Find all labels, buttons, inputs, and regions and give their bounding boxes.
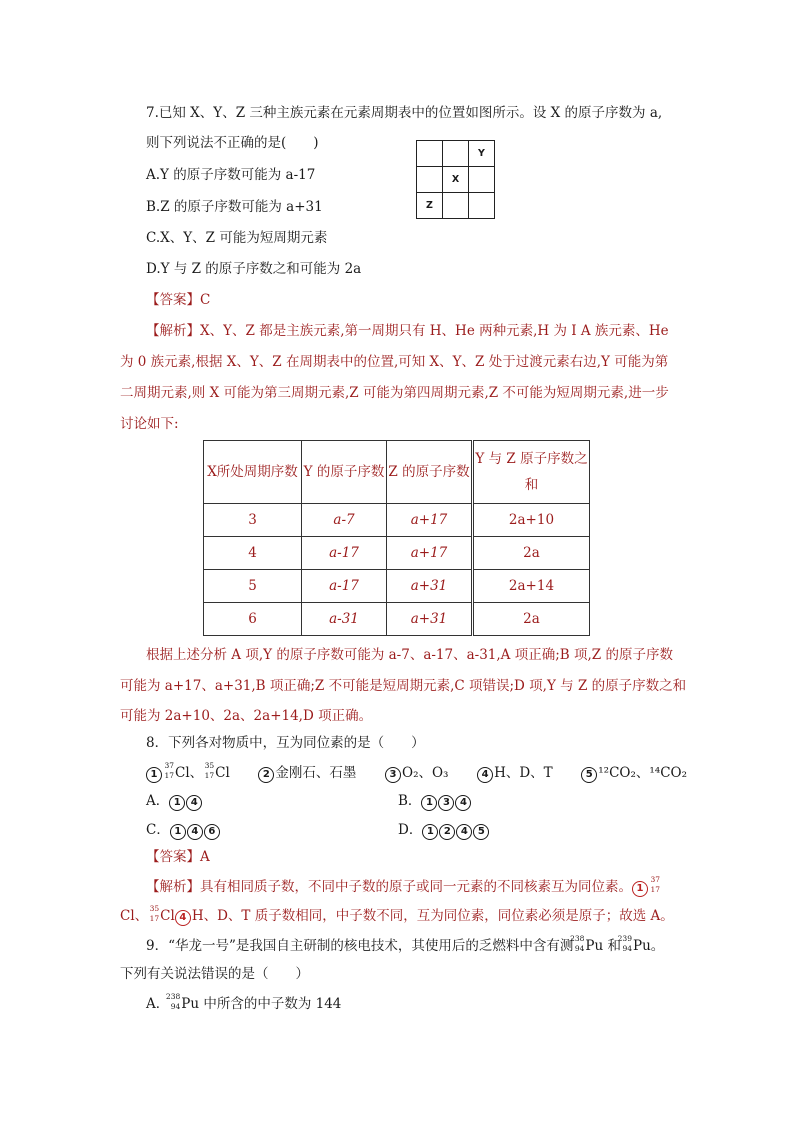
q7-conclusion-line2: 可能为 a+17、a+31,B 项正确;Z 不可能是短周期元素,C 项错误;D 项,Y 与 Z 的原子序数之和 (120, 678, 687, 694)
table-cell: 2a (473, 537, 590, 570)
table-header-period: X所处周期序数 (204, 441, 302, 504)
q8-explanation-line2: Cl、 35 17 Cl 4 H、D、T 质子数相同，中子数不同，互为同位素，同位素必须是原子；故选 A。 (120, 904, 674, 924)
q7-answer: 【答案】C (146, 292, 211, 308)
table-row (204, 504, 590, 537)
table-cell: a+17 (387, 504, 473, 537)
q7-conclusion-line1: 根据上述分析 A 项,Y 的原子序数可能为 a-7、a-17、a-31,A 项正确;B 项,Z 的原子序数 (146, 647, 673, 663)
q7-option-d: D.Y 与 Z 的原子序数之和可能为 2a (146, 261, 362, 277)
table-cell: 2a (473, 603, 590, 636)
q7-option-c: C.X、Y、Z 可能为短周期元素 (146, 230, 328, 246)
q8-stem: 8．下列各对物质中，互为同位素的是（ ） (146, 735, 425, 751)
table-cell: 4 (204, 537, 302, 570)
q7-explanation-line4: 讨论如下: (120, 416, 179, 432)
table-cell: 6 (204, 603, 302, 636)
q8-items: 1 37 17 Cl、 35 17 Cl 2 金刚石、石墨 3 O₂、O₃ 4 H、D、T 5 ¹²CO₂、¹⁴CO₂ (146, 762, 687, 783)
table-row (204, 570, 590, 603)
table-cell: a+31 (387, 603, 473, 636)
table-cell: a-17 (302, 570, 387, 603)
q9-stem-line1: 9．“华龙一号”是我国自主研制的核电技术，其使用后的乏燃料中含有测 238 94 Pu 和 239 94 Pu。 (146, 934, 665, 954)
q7-explanation-line3: 二周期元素,则 X 可能为第三周期元素,Z 可能为第四周期元素,Z 不可能为短周期元素,进一步 (120, 385, 669, 401)
table-header-sum: Y 与 Z 原子序数之和 (473, 441, 590, 504)
table-header-z: Z 的原子序数 (387, 441, 473, 504)
periodic-position-grid (416, 140, 495, 219)
q7-stem-line2: 则下列说法不正确的是( ) (146, 135, 319, 151)
grid-cell-x: X (443, 167, 469, 193)
q7-conclusion-line3: 可能为 2a+10、2a、2a+14,D 项正确。 (120, 708, 373, 724)
cl37-nuclide: 37 17 (164, 761, 174, 780)
q9-option-a: A． 238 94 Pu 中所含的中子数为 144 (146, 992, 342, 1012)
period-analysis-table (203, 440, 590, 636)
q7-stem-line1: 7.已知 X、Y、Z 三种主族元素在元素周期表中的位置如图所示。设 X 的原子序数为 a, (146, 105, 663, 121)
circled-number-5: 5 (581, 767, 597, 783)
q7-explanation-line2: 为 0 族元素,根据 X、Y、Z 在周期表中的位置,可知 X、Y、Z 处于过渡元素右边,Y 可能为第 (120, 354, 669, 370)
q7-option-b: B.Z 的原子序数可能为 a+31 (146, 199, 323, 215)
q7-option-a: A.Y 的原子序数可能为 a-17 (146, 167, 316, 183)
table-cell: 3 (204, 504, 302, 537)
grid-cell-y: Y (469, 141, 495, 167)
table-row (204, 537, 590, 570)
q9-stem-line2: 下列有关说法错误的是（ ） (120, 966, 309, 982)
table-cell: a-7 (302, 504, 387, 537)
q8-explanation-line1: 【解析】具有相同质子数，不同中子数的原子或同一元素的不同核素互为同位素。 1 37 17 (146, 875, 660, 895)
circled-number-1: 1 (146, 767, 162, 783)
q8-option-c: C． 1 4 6 (146, 820, 221, 840)
q7-explanation-line1: 【解析】X、Y、Z 都是主族元素,第一周期只有 H、He 两种元素,H 为 I A 族元素、He (146, 323, 669, 339)
circled-number-3: 3 (385, 767, 401, 783)
q8-answer: 【答案】A (146, 849, 210, 865)
table-cell: a+31 (387, 570, 473, 603)
table-cell: 2a+10 (473, 504, 590, 537)
table-cell: 2a+14 (473, 570, 590, 603)
q8-option-d: D． 1 2 4 5 (398, 820, 490, 840)
table-cell: a+17 (387, 537, 473, 570)
circled-number-2: 2 (258, 767, 274, 783)
grid-cell-z: Z (417, 193, 443, 219)
table-header-y: Y 的原子序数 (302, 441, 387, 504)
table-cell: a-17 (302, 537, 387, 570)
q8-option-a: A． 1 4 (146, 791, 203, 811)
table-row (204, 603, 590, 636)
table-cell: 5 (204, 570, 302, 603)
table-cell: a-31 (302, 603, 387, 636)
circled-number-4: 4 (477, 767, 493, 783)
q8-option-b: B． 1 3 4 (398, 791, 472, 811)
